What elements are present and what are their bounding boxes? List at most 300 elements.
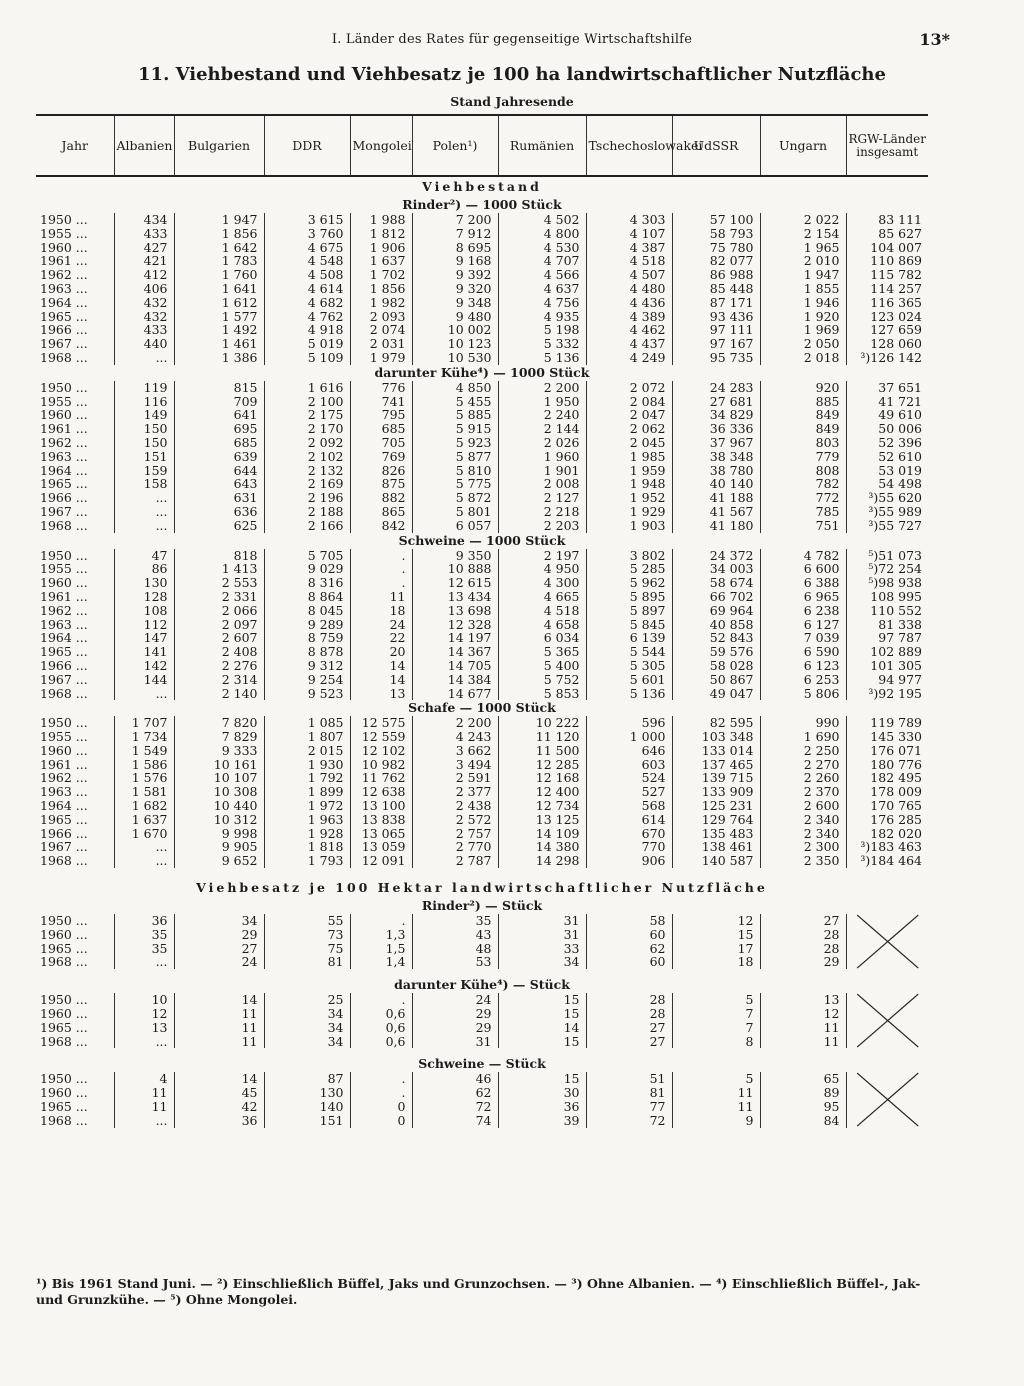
value-cell: 2 062	[586, 422, 672, 436]
value-cell: 4 658	[498, 618, 586, 632]
value-cell: 57 100	[672, 213, 760, 227]
value-cell: .	[350, 1086, 412, 1100]
value-cell: 6 127	[760, 618, 846, 632]
value-cell: 1 807	[264, 730, 350, 744]
year-cell: 1950 ...	[40, 715, 88, 731]
cross-out-icon	[849, 1072, 931, 1127]
value-cell: 110 869	[846, 254, 928, 268]
value-cell: 28	[586, 1007, 672, 1021]
year-cell: 1965 ...	[40, 1019, 88, 1035]
value-cell: 5 897	[586, 604, 672, 618]
value-cell: 135 483	[672, 827, 760, 841]
value-cell: 4 507	[586, 268, 672, 282]
value-cell: 42	[174, 1100, 264, 1114]
value-cell: 69 964	[672, 604, 760, 618]
year-cell: 1965 ...	[40, 940, 88, 956]
year-cell: 1960 ...	[40, 575, 88, 591]
value-cell: 1 856	[174, 227, 264, 241]
value-cell: 55	[264, 914, 350, 928]
value-cell: 84	[760, 1114, 846, 1128]
value-cell: 85 627	[846, 227, 928, 241]
value-cell: 46	[412, 1072, 498, 1086]
value-cell: 4 518	[586, 254, 672, 268]
value-cell: 751	[760, 519, 846, 533]
value-cell: 2 093	[350, 310, 412, 324]
value-cell: 643	[174, 477, 264, 491]
year-cell: 1968 ...	[40, 853, 88, 869]
value-cell: 1 637	[114, 813, 174, 827]
value-cell: 13	[114, 1021, 174, 1035]
value-cell: 151	[114, 450, 174, 464]
footnotes: ¹) Bis 1961 Stand Juni. — ²) Einschließlich Büffel, Jaks und Grunzochsen. — ³) Ohne Albanien. — ⁴) Einschließlich Büffel-, Jak- und Grunzkühe. — ⁵) Ohne Mongolei.	[36, 1276, 921, 1307]
value-cell: 2 203	[498, 519, 586, 533]
value-cell: 178 009	[846, 785, 928, 799]
table-row	[36, 631, 928, 645]
value-cell: 34	[174, 914, 264, 928]
value-cell: 2 100	[264, 395, 350, 409]
value-cell: 141	[114, 645, 174, 659]
value-cell: 1 988	[350, 213, 412, 227]
value-cell: 12 091	[350, 854, 412, 868]
value-cell: 31	[498, 914, 586, 928]
value-cell: 4 762	[264, 310, 350, 324]
value-cell: 102 889	[846, 645, 928, 659]
value-cell: 130	[264, 1086, 350, 1100]
value-cell: 34 829	[672, 408, 760, 422]
value-cell: 5 810	[412, 464, 498, 478]
block-heading-row	[36, 898, 928, 914]
value-cell: 87 171	[672, 296, 760, 310]
value-cell: 1 734	[114, 730, 174, 744]
value-cell: 82 595	[672, 716, 760, 730]
value-cell: 2 031	[350, 337, 412, 351]
value-cell: 6 600	[760, 562, 846, 576]
value-cell: 2 600	[760, 799, 846, 813]
value-cell: 52 396	[846, 436, 928, 450]
block-heading-row	[36, 533, 928, 549]
value-cell: 1 952	[586, 491, 672, 505]
value-cell: 4 437	[586, 337, 672, 351]
value-cell: 4 518	[498, 604, 586, 618]
value-cell: ⁵)72 254	[846, 562, 928, 576]
value-cell: 130	[114, 576, 174, 590]
value-cell: 5	[672, 1072, 760, 1086]
year-cell: 1965 ...	[40, 476, 88, 492]
col-header-bulgarien: Bulgarien	[174, 115, 264, 176]
table-row	[36, 840, 928, 854]
value-cell: 4 462	[586, 323, 672, 337]
value-cell: 59 576	[672, 645, 760, 659]
value-cell: 6 139	[586, 631, 672, 645]
value-cell: 0,6	[350, 1021, 412, 1035]
value-cell: 22	[350, 631, 412, 645]
value-cell: 10 530	[412, 351, 498, 365]
value-cell: 875	[350, 477, 412, 491]
value-cell: ...	[114, 687, 174, 701]
value-cell: 12	[760, 1007, 846, 1021]
value-cell: 7 912	[412, 227, 498, 241]
year-cell: 1955 ...	[40, 225, 88, 241]
table-row	[36, 758, 928, 772]
value-cell: 128 060	[846, 337, 928, 351]
value-cell: ...	[114, 519, 174, 533]
value-cell: 27	[760, 914, 846, 928]
value-cell: 13 698	[412, 604, 498, 618]
value-cell: 5 285	[586, 562, 672, 576]
spacer-cell	[36, 969, 928, 977]
value-cell: 115 782	[846, 268, 928, 282]
value-cell: .	[350, 1072, 412, 1086]
table-row	[36, 854, 928, 868]
block-heading: darunter Kühe⁴) — 1000 Stück	[374, 364, 590, 380]
value-cell: 24	[174, 955, 264, 969]
value-cell: 149	[114, 408, 174, 422]
value-cell: 140 587	[672, 854, 760, 868]
value-cell: 9 254	[264, 673, 350, 687]
value-cell: 15	[498, 1072, 586, 1086]
value-cell: 125 231	[672, 799, 760, 813]
year-cell: 1960 ...	[40, 1085, 88, 1101]
col-header-albanien: Albanien	[114, 115, 174, 176]
value-cell: 87	[264, 1072, 350, 1086]
year-cell: 1960 ...	[40, 407, 88, 423]
value-cell: 1 929	[586, 505, 672, 519]
value-cell: 2 553	[174, 576, 264, 590]
value-cell: 5 332	[498, 337, 586, 351]
value-cell: 2 170	[264, 422, 350, 436]
value-cell: 2 270	[760, 758, 846, 772]
value-cell: 2 607	[174, 631, 264, 645]
value-cell: 769	[350, 450, 412, 464]
value-cell: 5 136	[498, 351, 586, 365]
value-cell: 1 947	[760, 268, 846, 282]
year-cell: 1966 ...	[40, 490, 88, 506]
not-applicable-cell	[846, 914, 928, 969]
value-cell: 11	[114, 1100, 174, 1114]
value-cell: 1 947	[174, 213, 264, 227]
table-row	[36, 659, 928, 673]
value-cell: 41 721	[846, 395, 928, 409]
value-cell: 11	[672, 1086, 760, 1100]
table-row	[36, 337, 928, 351]
value-cell: 1 000	[586, 730, 672, 744]
value-cell: 11	[760, 1035, 846, 1049]
value-cell: 133 014	[672, 744, 760, 758]
value-cell: 36 336	[672, 422, 760, 436]
value-cell: 9 523	[264, 687, 350, 701]
value-cell: 9 333	[174, 744, 264, 758]
year-cell: 1960 ...	[40, 742, 88, 758]
value-cell: 17	[672, 942, 760, 956]
value-cell: 4 800	[498, 227, 586, 241]
table-row	[36, 395, 928, 409]
year-cell: 1950 ...	[40, 1071, 88, 1087]
value-cell: 2 144	[498, 422, 586, 436]
value-cell: 990	[760, 716, 846, 730]
value-cell: ⁵)51 073	[846, 549, 928, 563]
value-cell: 1 920	[760, 310, 846, 324]
block-heading-row	[36, 365, 928, 381]
value-cell: 10 107	[174, 771, 264, 785]
value-cell: 5 845	[586, 618, 672, 632]
section-heading-row	[36, 878, 928, 898]
value-cell: 1 612	[174, 296, 264, 310]
value-cell: 34 003	[672, 562, 760, 576]
value-cell: 4 637	[498, 282, 586, 296]
value-cell: 81	[264, 955, 350, 969]
header-row	[36, 115, 928, 176]
value-cell: 1 903	[586, 519, 672, 533]
value-cell: ³)55 727	[846, 519, 928, 533]
value-cell: 10 888	[412, 562, 498, 576]
value-cell: 5 601	[586, 673, 672, 687]
value-cell: 2 757	[412, 827, 498, 841]
value-cell: 709	[174, 395, 264, 409]
value-cell: 104 007	[846, 241, 928, 255]
year-cell: 1955 ...	[40, 561, 88, 577]
table-row	[36, 785, 928, 799]
value-cell: 1 812	[350, 227, 412, 241]
value-cell: 779	[760, 450, 846, 464]
value-cell: 147	[114, 631, 174, 645]
table-row	[36, 351, 928, 365]
value-cell: 1 586	[114, 758, 174, 772]
value-cell: 2 370	[760, 785, 846, 799]
value-cell: 685	[350, 422, 412, 436]
table-row	[36, 618, 928, 632]
value-cell: 568	[586, 799, 672, 813]
block-heading: Schweine — 1000 Stück	[398, 532, 566, 548]
value-cell: 1 413	[174, 562, 264, 576]
col-header-tschechoslowakei: Tschechoslowakei	[586, 115, 672, 176]
value-cell: 1,5	[350, 942, 412, 956]
value-cell: 180 776	[846, 758, 928, 772]
value-cell: 4 614	[264, 282, 350, 296]
block-heading-row	[36, 197, 928, 213]
value-cell: 58 793	[672, 227, 760, 241]
value-cell: 38 780	[672, 464, 760, 478]
value-cell: ...	[114, 840, 174, 854]
year-cell: 1963 ...	[40, 616, 88, 632]
value-cell: 114 257	[846, 282, 928, 296]
year-cell: 1967 ...	[40, 671, 88, 687]
value-cell: 527	[586, 785, 672, 799]
table-row	[36, 813, 928, 827]
value-cell: ...	[114, 1114, 174, 1128]
value-cell: 1 641	[174, 282, 264, 296]
year-cell: 1967 ...	[40, 839, 88, 855]
value-cell: 144	[114, 673, 174, 687]
col-header-jahr: Jahr	[36, 115, 114, 176]
year-cell: 1964 ...	[40, 630, 88, 646]
not-applicable-cell	[846, 1072, 928, 1127]
value-cell: 15	[498, 993, 586, 1007]
block-heading: Rinder²) — Stück	[421, 898, 543, 914]
value-cell: 95	[760, 1100, 846, 1114]
table-row	[36, 993, 928, 1007]
table-row	[36, 227, 928, 241]
value-cell: 5 705	[264, 549, 350, 563]
value-cell: 5 198	[498, 323, 586, 337]
value-cell: 116 365	[846, 296, 928, 310]
value-cell: 4 480	[586, 282, 672, 296]
value-cell: 803	[760, 436, 846, 450]
year-cell: 1966 ...	[40, 657, 88, 673]
col-header-rgw: RGW-Länder insgesamt	[846, 115, 928, 176]
value-cell: 176 285	[846, 813, 928, 827]
value-cell: 5 915	[412, 422, 498, 436]
value-cell: 6 057	[412, 519, 498, 533]
value-cell: 596	[586, 716, 672, 730]
value-cell: 72	[586, 1114, 672, 1128]
value-cell: 5 872	[412, 491, 498, 505]
value-cell: 4 682	[264, 296, 350, 310]
year-cell: 1964 ...	[40, 294, 88, 310]
value-cell: 25	[264, 993, 350, 1007]
value-cell: 705	[350, 436, 412, 450]
value-cell: 34	[264, 1007, 350, 1021]
value-cell: 5 136	[586, 687, 672, 701]
value-cell: 1 581	[114, 785, 174, 799]
value-cell: ...	[114, 491, 174, 505]
block-heading-row	[36, 700, 928, 716]
value-cell: 636	[174, 505, 264, 519]
value-cell: 406	[114, 282, 174, 296]
value-cell: 2 438	[412, 799, 498, 813]
value-cell: 2 377	[412, 785, 498, 799]
value-cell: 2 200	[498, 381, 586, 395]
value-cell: 10 982	[350, 758, 412, 772]
value-cell: .	[350, 562, 412, 576]
value-cell: 1 707	[114, 716, 174, 730]
value-cell: 34	[498, 955, 586, 969]
value-cell: ...	[114, 955, 174, 969]
value-cell: 2 331	[174, 590, 264, 604]
value-cell: 38 348	[672, 450, 760, 464]
value-cell: 128	[114, 590, 174, 604]
table-row	[36, 268, 928, 282]
value-cell: 75 780	[672, 241, 760, 255]
value-cell: 5 109	[264, 351, 350, 365]
block-heading: Schweine — Stück	[418, 1056, 546, 1072]
value-cell: ³)92 195	[846, 687, 928, 701]
year-cell: 1968 ...	[40, 1033, 88, 1049]
value-cell: 412	[114, 268, 174, 282]
table-row	[36, 381, 928, 395]
value-cell: 47	[114, 549, 174, 563]
table-row	[36, 213, 928, 227]
value-cell: 1 963	[264, 813, 350, 827]
value-cell: 119 789	[846, 716, 928, 730]
value-cell: 10 312	[174, 813, 264, 827]
value-cell: 625	[174, 519, 264, 533]
value-cell: 0	[350, 1114, 412, 1128]
value-cell: 2 188	[264, 505, 350, 519]
value-cell: 11	[174, 1035, 264, 1049]
value-cell: 54 498	[846, 477, 928, 491]
value-cell: 41 188	[672, 491, 760, 505]
value-cell: 646	[586, 744, 672, 758]
year-cell: 1965 ...	[40, 1099, 88, 1115]
value-cell: 10 440	[174, 799, 264, 813]
value-cell: 4 935	[498, 310, 586, 324]
value-cell: 29	[760, 955, 846, 969]
table-row	[36, 464, 928, 478]
block-heading: darunter Kühe⁴) — Stück	[394, 977, 570, 993]
value-cell: 27 681	[672, 395, 760, 409]
value-cell: 133 909	[672, 785, 760, 799]
value-cell: 13	[760, 993, 846, 1007]
value-cell: 5 775	[412, 477, 498, 491]
value-cell: 4 782	[760, 549, 846, 563]
value-cell: 53	[412, 955, 498, 969]
value-cell: 2 770	[412, 840, 498, 854]
value-cell: 1 085	[264, 716, 350, 730]
value-cell: 5 400	[498, 659, 586, 673]
value-cell: 1 549	[114, 744, 174, 758]
value-cell: 1 760	[174, 268, 264, 282]
value-cell: 108	[114, 604, 174, 618]
value-cell: 772	[760, 491, 846, 505]
year-cell: 1967 ...	[40, 503, 88, 519]
value-cell: 8 759	[264, 631, 350, 645]
year-cell: 1967 ...	[40, 336, 88, 352]
value-cell: 12	[672, 914, 760, 928]
value-cell: 1 818	[264, 840, 350, 854]
value-cell: 4 107	[586, 227, 672, 241]
value-cell: 27	[174, 942, 264, 956]
value-cell: 4 243	[412, 730, 498, 744]
year-cell: 1968 ...	[40, 349, 88, 365]
table-row	[36, 590, 928, 604]
value-cell: 12 615	[412, 576, 498, 590]
table-row	[36, 771, 928, 785]
value-cell: 11	[760, 1021, 846, 1035]
value-cell: 2 314	[174, 673, 264, 687]
value-cell: 11	[114, 1086, 174, 1100]
block-heading: Schafe — 1000 Stück	[408, 700, 556, 716]
value-cell: 28	[586, 993, 672, 1007]
value-cell: 48	[412, 942, 498, 956]
value-cell: 5 923	[412, 436, 498, 450]
value-cell: 14 677	[412, 687, 498, 701]
value-cell: 119	[114, 381, 174, 395]
value-cell: 82 077	[672, 254, 760, 268]
value-cell: 2 200	[412, 716, 498, 730]
table-row	[36, 744, 928, 758]
value-cell: 1 690	[760, 730, 846, 744]
value-cell: .	[350, 549, 412, 563]
year-cell: 1962 ...	[40, 267, 88, 283]
block-heading-row	[36, 977, 928, 993]
value-cell: 10 222	[498, 716, 586, 730]
table-row	[36, 562, 928, 576]
value-cell: 52 610	[846, 450, 928, 464]
value-cell: 13 125	[498, 813, 586, 827]
value-cell: 2 072	[586, 381, 672, 395]
value-cell: 6 238	[760, 604, 846, 618]
value-cell: 11	[672, 1100, 760, 1114]
block-spacer	[36, 1048, 928, 1056]
value-cell: 1 979	[350, 351, 412, 365]
value-cell: 1 637	[350, 254, 412, 268]
value-cell: 2 008	[498, 477, 586, 491]
value-cell: 35	[114, 928, 174, 942]
value-cell: 427	[114, 241, 174, 255]
value-cell: 29	[174, 928, 264, 942]
table-row	[36, 254, 928, 268]
value-cell: 2 197	[498, 549, 586, 563]
